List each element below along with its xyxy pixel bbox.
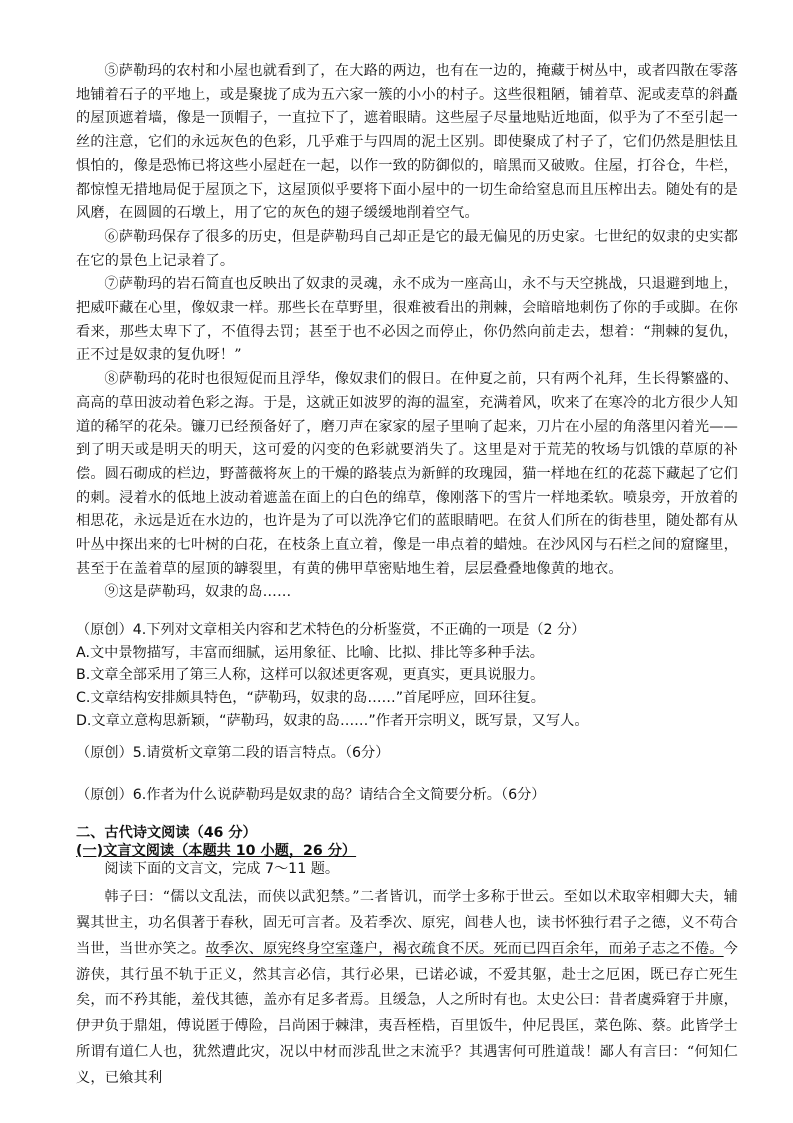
question-4-stem: （原创）4.下列对文章相关内容和艺术特色的分析鉴赏，不正确的一项是（2 分） bbox=[76, 622, 586, 639]
section-2-title: 二、古代诗文阅读（46 分） bbox=[76, 825, 257, 842]
classical-text-underlined: 故季次、原宪终身空室蓬户，褐衣疏食不厌。死而已四百余年，而弟子志之不倦。 bbox=[205, 940, 724, 957]
classical-paragraph bbox=[76, 885, 738, 1091]
passage-paragraph-6: ⑥萨勒玛保存了很多的历史，但是萨勒玛自己却正是它的最无偏见的历史家。七世纪的奴隶的史实都在它的景色上记录着了。 bbox=[76, 228, 738, 269]
modern-passage bbox=[76, 60, 738, 605]
question-4-option-b: B.文章全部采用了第三人称，这样可以叙述更客观，更真实，更具说服力。 bbox=[76, 667, 545, 684]
classical-passage bbox=[76, 885, 738, 1091]
classical-text-after: 今游侠，其行虽不轨于正义，然其言必信，其行必果，已诺必诚，不爱其躯，赴士之厄困，既已存亡死生矣，而不矜其能，羞伐其德，盖亦有足多者焉。且缓急，人之所时有也。太史公曰：昔者虞舜窘于井廪，伊尹负于鼎俎，傅说匿于傅险，吕尚困于棘津，夷吾桎梏，百里饭牛，仲尼畏匡，菜色陈、蔡。此皆学士所谓有道仁人也，犹然遭此灾，况以中材而涉乱世之末流乎？其遇害何可胜道哉！鄙人有言曰：“何知仁义，已飨其利 bbox=[76, 940, 738, 1086]
question-5: （原创）5.请赏析文章第二段的语言特点。（6分） bbox=[76, 745, 390, 762]
section-2-subtitle: (一)文言文阅读（本题共 10 小题，26 分） bbox=[76, 843, 357, 860]
reading-instruction: 阅读下面的文言文，完成 7～11 题。 bbox=[104, 861, 340, 878]
passage-paragraph-8: ⑧萨勒玛的花时也很短促而且浮华，像奴隶们的假日。在仲夏之前，只有两个礼拜，生长得繁盛的、高高的草田波动着色彩之海。于是，这就正如波罗的海的温室，充满着风，吹来了在寒冷的北方很少人知道的稀罕的花朵。镰刀已经预备好了，磨刀声在家家的屋子里响了起来，刀片在小屋的角落里闪着光——到了明天或是明天的明天，这可爱的闪变的色彩就要消失了。这里是对于荒芜的牧场与饥饿的草原的补偿。圆石砌成的栏边，野蔷薇将灰上的干燥的路装点为新鲜的玫瑰园，猫一样地在红的花蕊下藏起了它们的刺。浸着水的低地上波动着遮盖在面上的白色的绵草，像刚落下的雪片一样地柔软。喷泉旁，开放着的相思花，永远是近在水边的，也许是为了可以洗净它们的蓝眼睛吧。在贫人们所在的街巷里，随处都有从叶丛中探出来的七叶树的白花，在枝条上直立着，像是一串点着的蜡烛。在沙风冈与石栏之间的窟窿里，甚至于在盖着草的屋顶的罅裂里，有黄的佛甲草密贴地生着，层层叠叠地像黄的地衣。 bbox=[76, 371, 738, 577]
passage-paragraph-9: ⑨这是萨勒玛，奴隶的岛…… bbox=[104, 584, 292, 601]
question-6: （原创）6.作者为什么说萨勒玛是奴隶的岛？请结合全文简要分析。（6分） bbox=[76, 787, 546, 804]
question-4 bbox=[76, 619, 738, 732]
question-4-option-d: D.文章立意构思新颖，“萨勒玛，奴隶的岛……”作者开宗明义，既写景，又写人。 bbox=[76, 712, 589, 729]
passage-paragraph-7: ⑦萨勒玛的岩石简直也反映出了奴隶的灵魂，永不成为一座高山，永不与天空挑战，只退避到地上，把威吓藏在心里，像奴隶一样。那些长在草野里，很难被看出的荆棘，会暗暗地刺伤了你的手或脚。在你看来，那些太卑下了，不值得去罚；甚至于也不必因之而停止，你仍然向前走去，想着：“荆棘的复仇，正不过是奴隶的复仇呀！” bbox=[76, 276, 738, 364]
passage-paragraph-5: ⑤萨勒玛的农村和小屋也就看到了，在大路的两边，也有在一边的，掩藏于树丛中，或者四散在零落地铺着石子的平地上，或是聚拢了成为五六家一簇的小小的村子。这些很粗陋，铺着草、泥或麦草的斜矗的屋顶遮着墙，像是一顶帽子，一直拉下了，遮着眼睛。这些屋子尽量地贴近地面，似乎为了不至引起一丝的注意，它们的永远灰色的色彩，几乎难于与四周的泥土区别。即使聚成了村子了，它们仍然是胆怯且惧怕的，像是恐怖已将这些小屋赶在一起，以作一致的防御似的，暗黑而又破败。住屋，打谷仓，牛栏，都惊惶无措地局促于屋顶之下，这屋顶似乎要将下面小屋中的一切生命给窒息而且压榨出去。随处有的是风磨，在圆圆的石墩上，用了它的灰色的翅子缓缓地削着空气。 bbox=[76, 63, 738, 222]
question-4-option-c: C.文章结构安排颇具特色，“萨勒玛，奴隶的岛……”首尾呼应，回环往复。 bbox=[76, 689, 545, 706]
question-4-option-a: A.文中景物描写，丰富而细腻，运用象征、比喻、比拟、排比等多种手法。 bbox=[76, 644, 544, 661]
classical-text-before: 韩子曰：“儒以文乱法，而侠以武犯禁。”二者皆讥，而学士多称于世云。至如以术取宰相卿大夫，辅翼其世主，功名俱著于春秋，固无可言者。及若季次、原宪，闾巷人也，读书怀独行君子之德，义不苟合当世，当世亦笑之。 bbox=[76, 889, 738, 957]
